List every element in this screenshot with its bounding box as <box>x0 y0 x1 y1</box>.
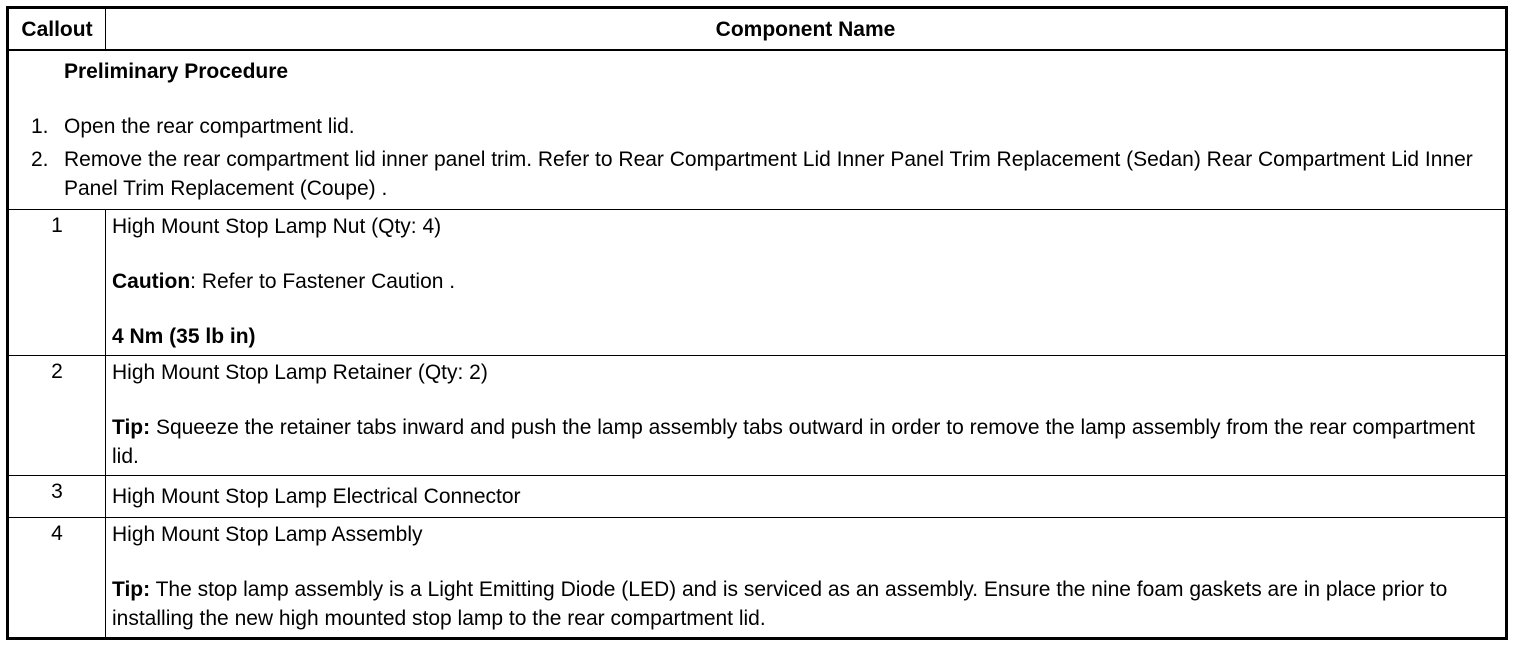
tip-label: Tip: <box>112 416 151 439</box>
table-header-row <box>8 8 1507 51</box>
caution-text: : Refer to Fastener Caution . <box>190 270 456 293</box>
component-name: High Mount Stop Lamp Assembly <box>112 523 423 546</box>
step-text: Remove the rear compartment lid inner panel trim. Refer to Rear Compartment Lid Inner Panel Trim Replacement (Sedan) Rear Compartment Lid Inner Panel Trim Replacement (Coupe) . <box>64 148 1473 200</box>
caution-label: Caution <box>112 270 191 293</box>
preliminary-procedure-title: Preliminary Procedure <box>64 60 289 83</box>
callout-number: 2 <box>8 356 106 476</box>
procedure-table <box>6 6 1508 640</box>
tip-text: Squeeze the retainer tabs inward and push the lamp assembly tabs outward in order to remove the lamp assembly from the rear compartment lid. <box>112 416 1475 468</box>
component-cell <box>106 518 1507 639</box>
list-item <box>25 112 1495 141</box>
table-row <box>8 476 1507 518</box>
preliminary-steps <box>25 112 1495 203</box>
tip-text: The stop lamp assembly is a Light Emitting Diode (LED) and is serviced as an assembly. Ensure the nine foam gaskets are in place prior to installing the new high mounted stop lamp to the rear compartment lid. <box>112 578 1448 630</box>
tip-label: Tip: <box>112 578 151 601</box>
step-number: 2. <box>31 148 49 171</box>
component-cell <box>106 356 1507 476</box>
table-row <box>8 518 1507 639</box>
callout-column-header: Callout <box>8 8 106 51</box>
table-row <box>8 210 1507 356</box>
callout-number: 3 <box>8 476 106 518</box>
component-cell <box>106 476 1507 518</box>
tip-note <box>112 413 1499 471</box>
list-item <box>25 145 1495 203</box>
component-name: High Mount Stop Lamp Nut (Qty: 4) <box>112 215 442 238</box>
torque-spec: 4 Nm (35 lb in) <box>112 325 256 348</box>
step-text: Open the rear compartment lid. <box>64 115 355 138</box>
component-name-column-header: Component Name <box>106 8 1507 51</box>
caution-note <box>112 267 1499 296</box>
preliminary-procedure <box>8 50 1507 210</box>
component-name: High Mount Stop Lamp Electrical Connector <box>112 485 521 508</box>
callout-number: 4 <box>8 518 106 639</box>
tip-note <box>112 575 1499 633</box>
step-number: 1. <box>31 115 49 138</box>
preliminary-procedure-row <box>8 50 1507 210</box>
callout-number: 1 <box>8 210 106 356</box>
component-cell <box>106 210 1507 356</box>
table-row <box>8 356 1507 476</box>
component-name: High Mount Stop Lamp Retainer (Qty: 2) <box>112 361 488 384</box>
